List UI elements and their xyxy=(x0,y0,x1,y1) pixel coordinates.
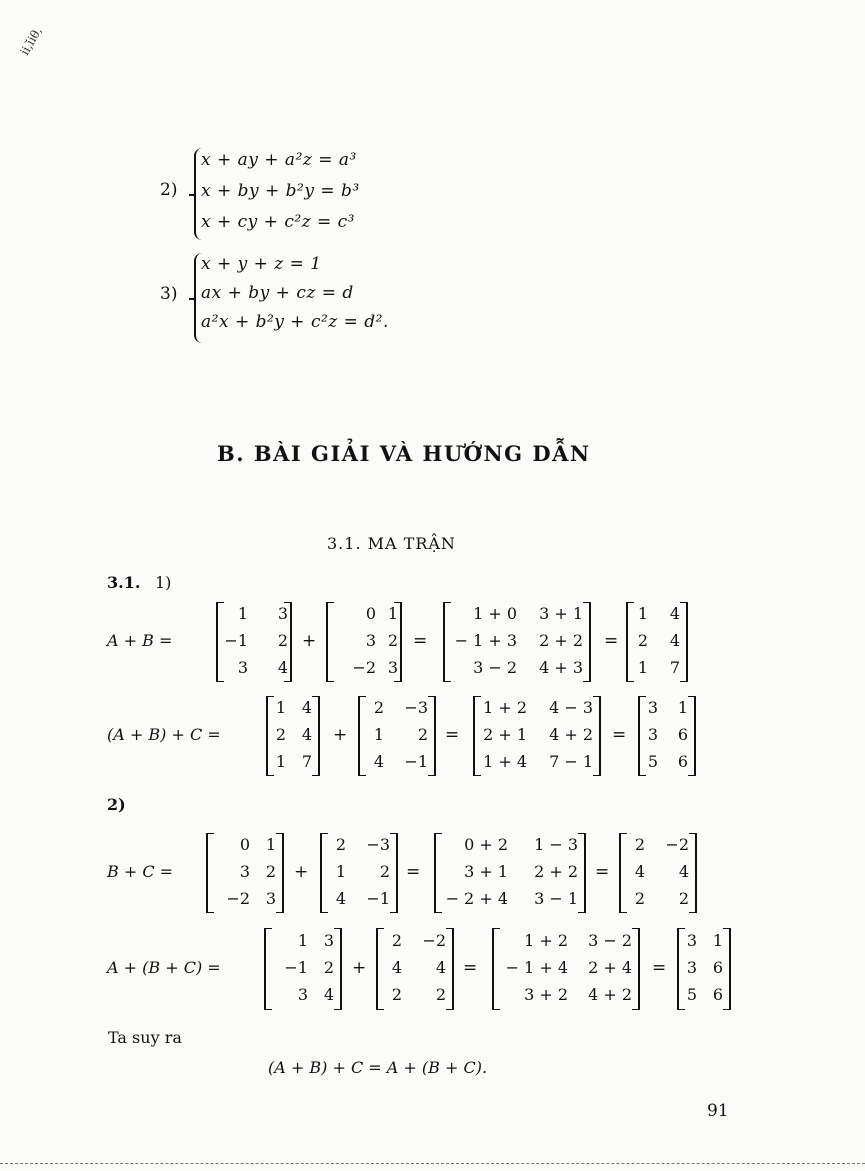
matrix-left-bracket xyxy=(638,696,646,776)
matrix-cell: 3 xyxy=(686,958,697,977)
matrix-cell: 4 + 2 xyxy=(549,725,593,744)
matrix-cell: 4 − 3 xyxy=(549,698,593,718)
matrix-cell: 0 + 2 xyxy=(464,835,508,855)
margin-note: ⅱ,ⅰ̆ⅰθ, xyxy=(17,24,45,58)
system-2-line-1: x + ay + a²z = a³ xyxy=(201,150,357,170)
equation-4-lhs: A + (B + C) = xyxy=(107,958,221,977)
matrix-right-bracket xyxy=(680,602,688,682)
equation-2-matrix-1 xyxy=(266,696,320,776)
system-2-label: 2) xyxy=(160,180,178,200)
equation-4-matrix-2 xyxy=(376,928,454,1010)
matrix-cell: 3 xyxy=(265,888,276,908)
matrix-left-bracket xyxy=(376,928,384,1010)
matrix-right-bracket xyxy=(689,833,697,913)
matrix-right-bracket xyxy=(632,928,640,1010)
matrix-left-bracket xyxy=(266,696,274,776)
matrix-cell: 3 xyxy=(647,698,658,718)
matrix-cell: 4 + 2 xyxy=(588,985,632,1005)
matrix-cell: −2 xyxy=(665,835,689,855)
equals-operator: = xyxy=(445,725,460,745)
matrix-left-bracket xyxy=(216,602,224,682)
matrix-cell: 6 xyxy=(712,958,723,977)
matrix-cell: 3 xyxy=(239,862,250,881)
equation-2-lhs: (A + B) + C = xyxy=(107,725,221,744)
matrix-cell: 4 xyxy=(373,751,384,771)
equation-3-lhs: B + C = xyxy=(107,862,174,881)
matrix-cell: 0 xyxy=(239,835,250,855)
equation-1-lhs: A + B = xyxy=(107,631,173,650)
matrix-cell: 2 xyxy=(391,985,402,1005)
matrix-cell: 4 xyxy=(669,631,680,650)
matrix-left-bracket xyxy=(473,696,481,776)
matrix-cell: 0 xyxy=(365,604,376,624)
equation-3-matrix-3 xyxy=(434,833,586,913)
matrix-cell: 3 − 2 xyxy=(588,930,632,950)
matrix-cell: 1 xyxy=(373,725,384,744)
matrix-cell: 3 xyxy=(237,657,248,677)
part-1-label: 1) xyxy=(155,573,172,592)
matrix-cell: 2 xyxy=(435,985,446,1005)
matrix-cell: −3 xyxy=(404,698,428,718)
equals-operator: = xyxy=(652,958,667,978)
matrix-cell: 1 + 2 xyxy=(524,930,568,950)
system-3-line-3: a²x + b²y + c²z = d². xyxy=(201,312,389,332)
system-3-label: 3) xyxy=(160,284,178,304)
matrix-cell: −1 xyxy=(404,751,428,771)
system-3-line-1: x + y + z = 1 xyxy=(201,254,322,274)
matrix-cell: 1 xyxy=(712,930,723,950)
equation-1-matrix-4 xyxy=(626,602,688,682)
matrix-left-bracket xyxy=(492,928,500,1010)
matrix-left-bracket xyxy=(619,833,627,913)
matrix-cell: 4 xyxy=(301,725,312,744)
matrix-right-bracket xyxy=(583,602,591,682)
plus-operator: + xyxy=(302,631,317,651)
equation-1-matrix-1 xyxy=(216,602,292,682)
matrix-cell: 3 − 2 xyxy=(473,657,517,677)
matrix-cell: 4 xyxy=(335,888,346,908)
matrix-cell: 4 xyxy=(435,958,446,977)
matrix-cell: 2 xyxy=(634,888,645,908)
matrix-cell: 4 xyxy=(678,862,689,881)
matrix-cell: 1 xyxy=(335,862,346,881)
matrix-cell: 1 xyxy=(387,604,398,624)
matrix-cell: 3 + 2 xyxy=(524,985,568,1005)
matrix-cell: 2 + 2 xyxy=(534,862,578,881)
matrix-cell: 6 xyxy=(677,725,688,744)
matrix-cell: 6 xyxy=(712,985,723,1005)
matrix-cell: 3 xyxy=(686,930,697,950)
matrix-cell: 3 + 1 xyxy=(539,604,583,624)
equals-operator: = xyxy=(406,862,421,882)
matrix-cell: 2 xyxy=(417,725,428,744)
page-bottom-rule xyxy=(0,1163,865,1164)
system-3-line-2: ax + by + cz = d xyxy=(201,283,354,303)
matrix-right-bracket xyxy=(428,696,436,776)
section-heading: B. BÀI GIẢI VÀ HƯỚNG DẪN xyxy=(217,441,591,466)
equation-2-matrix-4 xyxy=(638,696,696,776)
matrix-cell: 2 xyxy=(265,862,276,881)
part-2-label: 2) xyxy=(107,795,126,814)
matrix-cell: 1 xyxy=(297,930,308,950)
matrix-cell: −1 xyxy=(366,888,390,908)
equals-operator: = xyxy=(463,958,478,978)
equation-2-matrix-3 xyxy=(473,696,601,776)
matrix-cell: 1 xyxy=(677,698,688,718)
matrix-cell: 2 xyxy=(379,862,390,881)
system-2-line-2: x + by + b²y = b³ xyxy=(201,181,360,201)
equation-1-matrix-2 xyxy=(326,602,402,682)
matrix-cell: 2 xyxy=(277,631,288,650)
matrix-right-bracket xyxy=(688,696,696,776)
matrix-cell: 7 − 1 xyxy=(549,751,593,771)
matrix-cell: 4 xyxy=(669,604,680,624)
matrix-cell: 2 + 4 xyxy=(588,958,632,977)
matrix-cell: 3 − 1 xyxy=(534,888,578,908)
matrix-cell: 1 xyxy=(265,835,276,855)
matrix-cell: 2 + 1 xyxy=(483,725,527,744)
equation-2-matrix-2 xyxy=(358,696,436,776)
matrix-left-bracket xyxy=(206,833,214,913)
matrix-cell: 1 xyxy=(275,698,286,718)
equals-operator: = xyxy=(612,725,627,745)
matrix-cell: 2 xyxy=(391,930,402,950)
matrix-cell: 2 xyxy=(373,698,384,718)
equation-4-matrix-1 xyxy=(264,928,342,1010)
plus-operator: + xyxy=(294,862,309,882)
matrix-cell: 2 xyxy=(634,835,645,855)
matrix-cell: 5 xyxy=(647,751,658,771)
equals-operator: = xyxy=(604,631,619,651)
matrix-cell: −1 xyxy=(284,958,308,977)
matrix-cell: 1 xyxy=(637,604,648,624)
matrix-cell: 2 xyxy=(335,835,346,855)
matrix-right-bracket xyxy=(593,696,601,776)
subsection-heading: 3.1. MA TRẬN xyxy=(327,534,456,553)
matrix-cell: 4 xyxy=(301,698,312,718)
matrix-cell: 4 xyxy=(634,862,645,881)
equation-4-matrix-4 xyxy=(677,928,731,1010)
problem-label: 3.1. xyxy=(107,573,141,592)
matrix-left-bracket xyxy=(443,602,451,682)
matrix-cell: − 1 + 4 xyxy=(505,958,568,977)
matrix-cell: 2 xyxy=(323,958,334,977)
matrix-cell: −3 xyxy=(366,835,390,855)
equation-3-matrix-2 xyxy=(320,833,398,913)
matrix-cell: 2 xyxy=(637,631,648,650)
matrix-left-bracket xyxy=(358,696,366,776)
matrix-right-bracket xyxy=(312,696,320,776)
matrix-cell: 3 xyxy=(323,930,334,950)
matrix-cell: 1 xyxy=(637,657,648,677)
matrix-cell: 1 − 3 xyxy=(534,835,578,855)
matrix-cell: −2 xyxy=(422,930,446,950)
matrix-cell: 1 xyxy=(275,751,286,771)
matrix-cell: 5 xyxy=(686,985,697,1005)
matrix-right-bracket xyxy=(334,928,342,1010)
page-number: 91 xyxy=(707,1101,729,1121)
matrix-cell: 3 xyxy=(647,725,658,744)
matrix-cell: 6 xyxy=(677,751,688,771)
matrix-left-bracket xyxy=(677,928,685,1010)
matrix-cell: −1 xyxy=(224,631,248,650)
matrix-cell: 2 xyxy=(275,725,286,744)
matrix-cell: 1 + 4 xyxy=(483,751,527,771)
matrix-cell: 3 xyxy=(277,604,288,624)
matrix-cell: 1 + 2 xyxy=(483,698,527,718)
matrix-cell: 3 xyxy=(297,985,308,1005)
matrix-cell: 2 + 2 xyxy=(539,631,583,650)
matrix-left-bracket xyxy=(434,833,442,913)
matrix-left-bracket xyxy=(626,602,634,682)
matrix-left-bracket xyxy=(320,833,328,913)
matrix-cell: 4 xyxy=(277,657,288,677)
matrix-cell: − 2 + 4 xyxy=(445,888,508,908)
matrix-cell: 3 xyxy=(387,657,398,677)
matrix-left-bracket xyxy=(264,928,272,1010)
matrix-cell: 2 xyxy=(678,888,689,908)
equals-operator: = xyxy=(413,631,428,651)
matrix-cell: −2 xyxy=(352,657,376,677)
matrix-cell: 1 xyxy=(237,604,248,624)
matrix-left-bracket xyxy=(326,602,334,682)
equation-4-matrix-3 xyxy=(492,928,640,1010)
plus-operator: + xyxy=(333,725,348,745)
matrix-right-bracket xyxy=(390,833,398,913)
matrix-cell: 1 + 0 xyxy=(473,604,517,624)
conclusion-equation: (A + B) + C = A + (B + C). xyxy=(268,1058,488,1077)
matrix-cell: 7 xyxy=(669,657,680,677)
equation-1-matrix-3 xyxy=(443,602,591,682)
conclusion-text: Ta suy ra xyxy=(108,1028,182,1047)
matrix-right-bracket xyxy=(446,928,454,1010)
matrix-cell: 3 xyxy=(365,631,376,650)
plus-operator: + xyxy=(352,958,367,978)
matrix-cell: 4 + 3 xyxy=(539,657,583,677)
system-2-line-3: x + cy + c²z = c³ xyxy=(201,212,355,232)
matrix-right-bracket xyxy=(723,928,731,1010)
matrix-right-bracket xyxy=(578,833,586,913)
equation-3-matrix-1 xyxy=(206,833,284,913)
matrix-cell: 3 + 1 xyxy=(464,862,508,881)
equals-operator: = xyxy=(595,862,610,882)
matrix-cell: 4 xyxy=(391,958,402,977)
matrix-cell: 2 xyxy=(387,631,398,650)
matrix-cell: − 1 + 3 xyxy=(454,631,517,650)
matrix-cell: 4 xyxy=(323,985,334,1005)
matrix-right-bracket xyxy=(276,833,284,913)
equation-3-matrix-4 xyxy=(619,833,697,913)
matrix-cell: 7 xyxy=(301,751,312,771)
matrix-cell: −2 xyxy=(226,888,250,908)
